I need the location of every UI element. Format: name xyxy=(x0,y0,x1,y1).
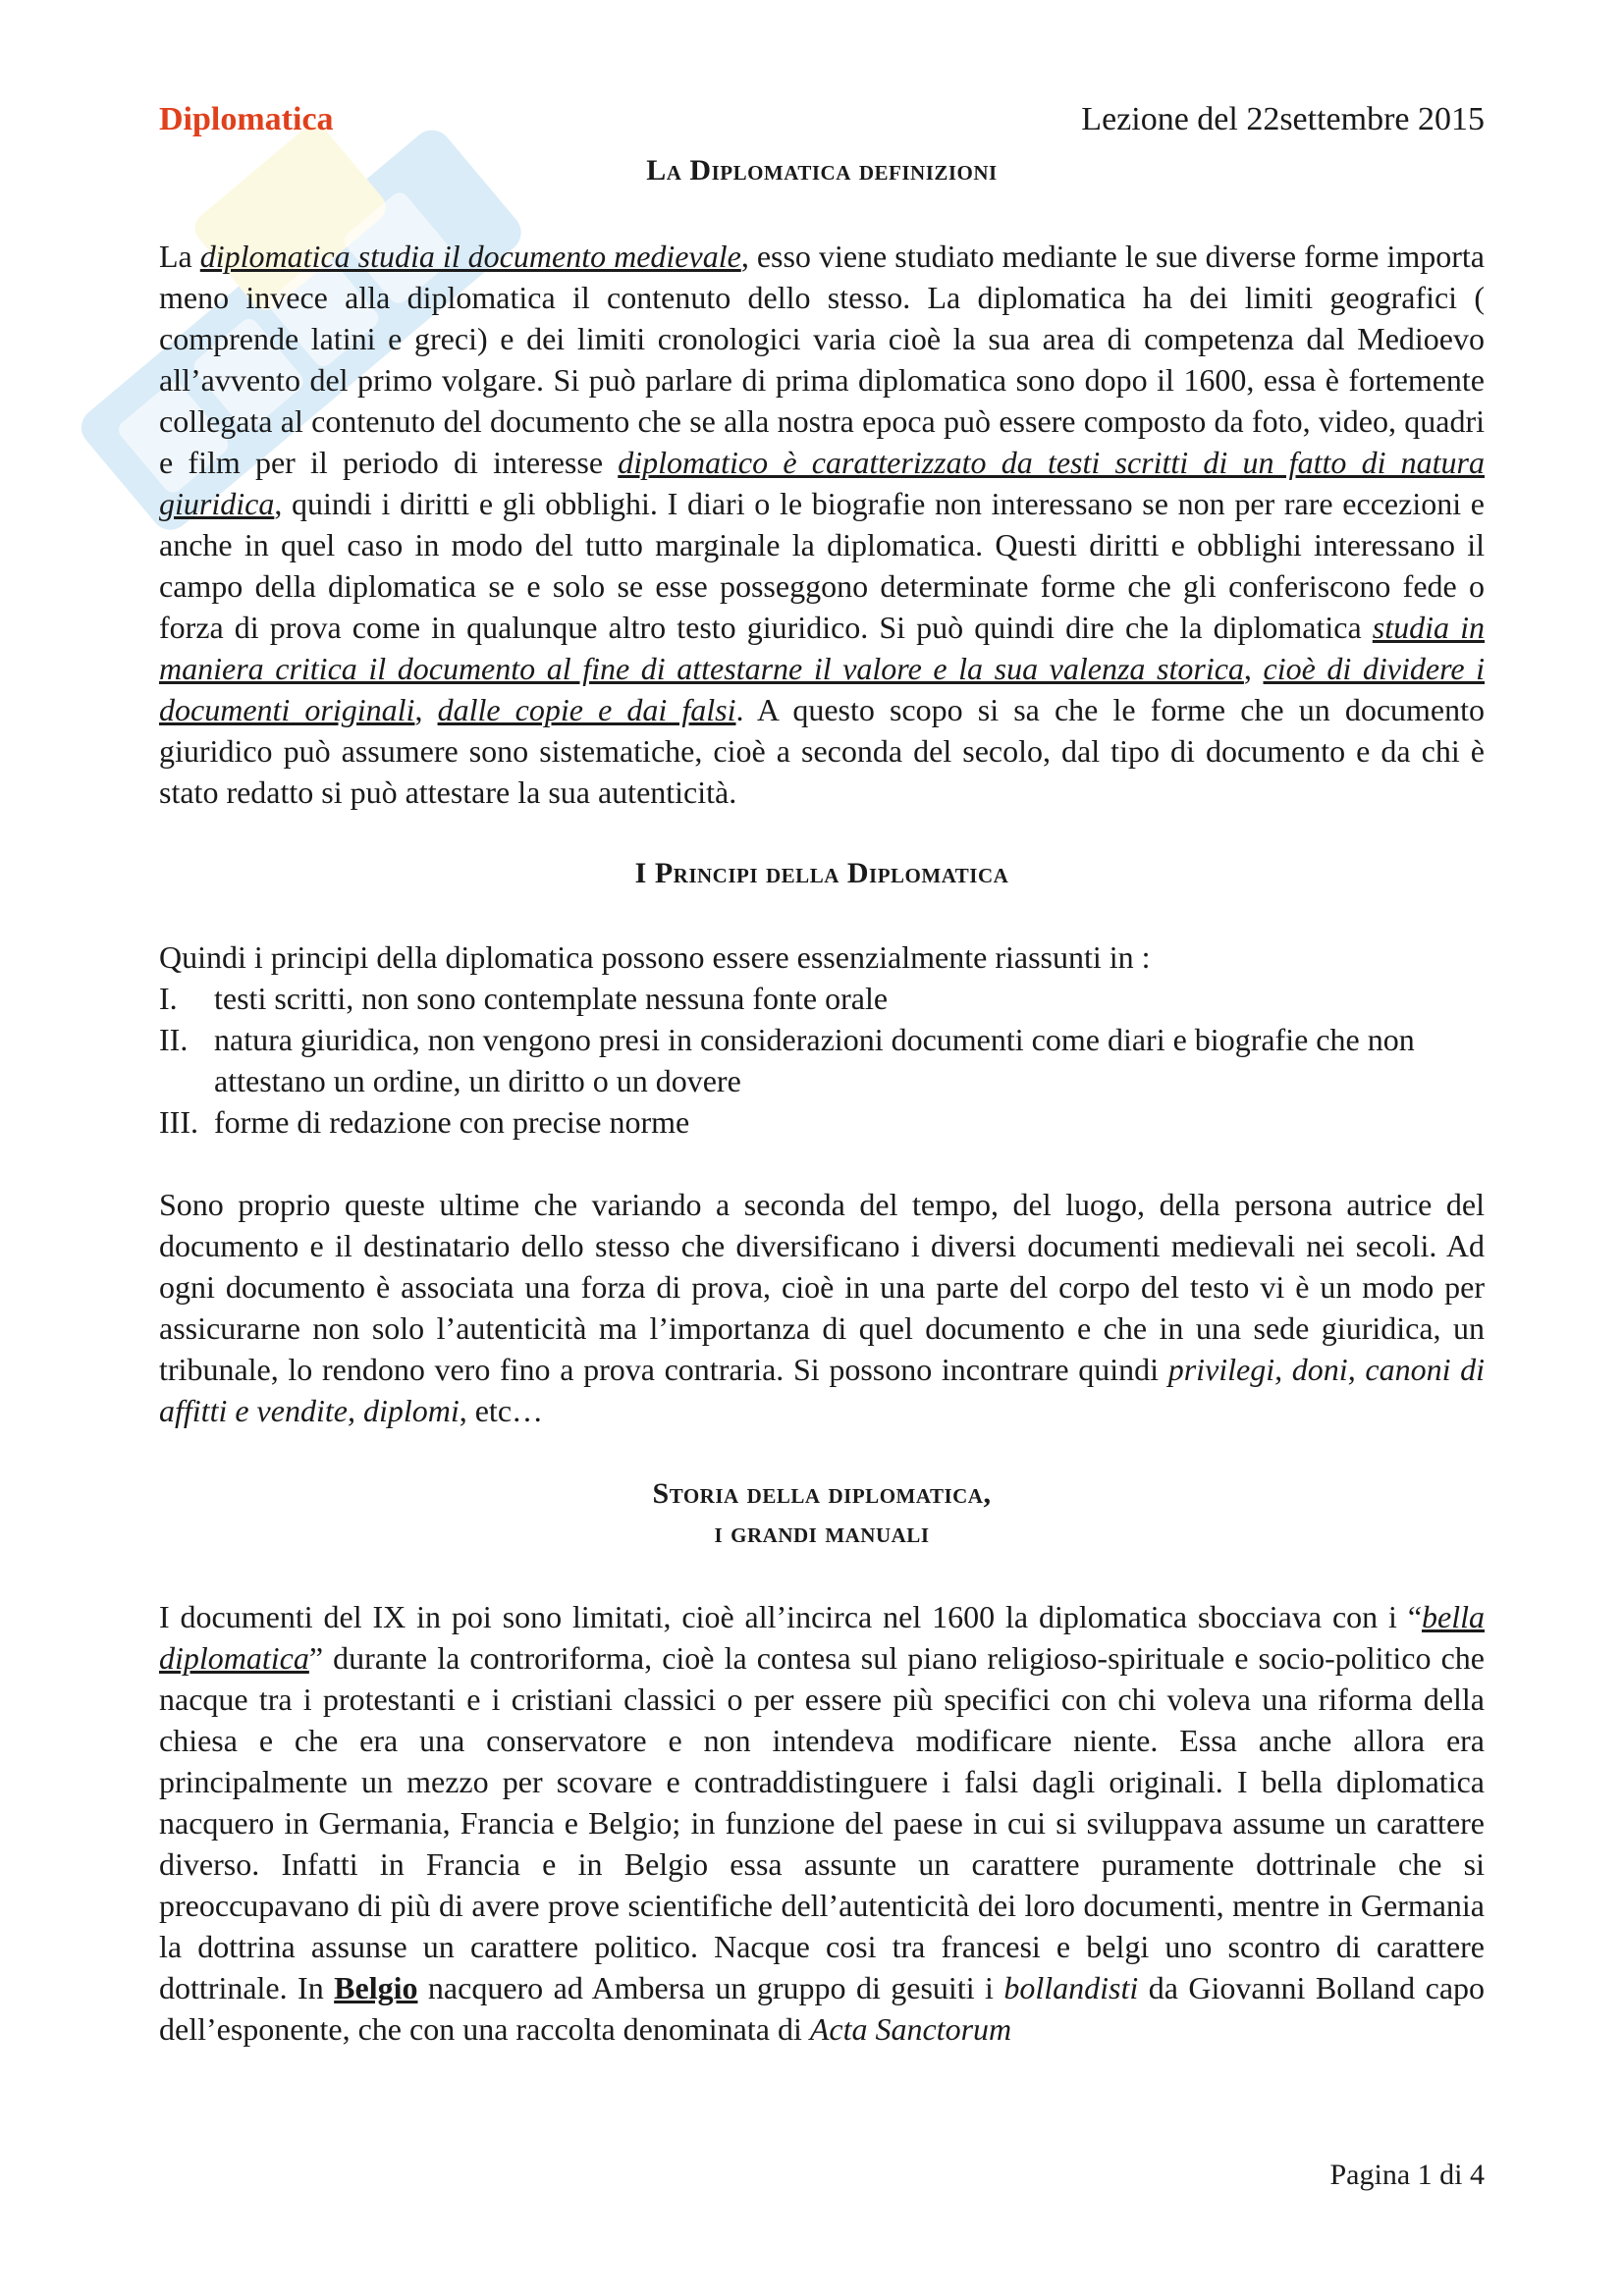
principi-intro: Quindi i principi della diplomatica possono essere essenzialmente riassunti in : xyxy=(159,939,1151,975)
emphasis-run: bella diplomatica xyxy=(159,1599,1485,1676)
emphasis-run: dalle copie e dai falsi xyxy=(437,692,736,727)
emphasis-run: diplomatica studia il documento medievale xyxy=(199,239,741,274)
list-item-number: III. xyxy=(159,1104,198,1140)
section-title-definizioni: La Diplomatica definizioni xyxy=(646,154,998,187)
list-item xyxy=(159,1019,1485,1101)
text-run: ” durante la controriforma, cioè la contesa sul piano religioso-spirituale e socio-politico che nacque tra i protestanti e i cristiani classici o per essere più specifici con chi voleva una riforma della chiesa e che era una conservatore e non intendeva modificare niente. Essa anche allora era principalmente un mezzo per scovare e contraddistinguere i falsi dagli originali. I bella diplomatica nacquero in Germania, Francia e Belgio; in funzione del paese in cui si sviluppava assume un carattere diverso. Infatti in Francia e in Belgio essa assunte un carattere puramente dottrinale che si preoccupavano di più di avere prove scientifiche dell’autenticità dei loro documenti, mentre in Germania la dottrina assunse un carattere politico. Nacque cosi tra francesi e belgi uno scontro di carattere dottrinale. In xyxy=(159,1640,1485,2005)
emphasis-run: Belgio xyxy=(334,1970,418,2005)
text-run: , xyxy=(1243,651,1264,686)
spacer xyxy=(159,1143,1485,1184)
header-subject: Diplomatica xyxy=(159,101,334,137)
emphasis-run: diplomatico è caratterizzato da testi scritti di un fatto di natura giuridica xyxy=(159,445,1486,521)
paragraph-definizioni xyxy=(159,236,1485,813)
list-item xyxy=(159,1101,1485,1143)
emphasis-run: cioè di dividere i documenti originali xyxy=(159,651,1486,727)
text-run: , etc… xyxy=(459,1393,544,1428)
list-item-text: testi scritti, non sono contemplate nessuna fonte orale xyxy=(214,981,889,1016)
emphasis-run: privilegi, doni, canoni di affitti e vendite, diplomi xyxy=(159,1352,1486,1428)
paragraph-storia xyxy=(159,1596,1485,2050)
text-run: La xyxy=(159,239,200,274)
section-title-line: Storia della diplomatica, xyxy=(652,1477,992,1510)
text-run: Sono proprio queste ultime che variando a seconda del tempo, del luogo, della persona autrice del documento e il destinatario dello stesso che diversificano i diversi documenti medievali nei secoli. Ad ogni documento è associata una forza di prova, cioè in una parte del corpo del testo vi è un modo per assicurarne non solo l’autenticità ma l’importanza di quel documento e che in una sede giuridica, un tribunale, lo rendono vero fino a prova contraria. Si possono incontrare quindi xyxy=(159,1187,1485,1387)
emphasis-run: studia in maniera critica il documento al fine di attestarne il valore e la sua valenza storica xyxy=(159,610,1486,686)
text-run: , xyxy=(414,692,438,727)
emphasis-run: bollandisti xyxy=(1003,1970,1139,2005)
header-lesson-date: Lezione del 22settembre 2015 xyxy=(1081,101,1485,137)
principi-list xyxy=(159,978,1485,1143)
page-number: Pagina 1 di 4 xyxy=(1329,2159,1485,2191)
list-item-number: II. xyxy=(159,1022,189,1057)
text-run: I documenti del IX in poi sono limitati, cioè all’incirca nel 1600 la diplomatica sbocciava con i “ xyxy=(159,1599,1423,1634)
document-page xyxy=(159,98,1485,2050)
section-title-line: i grandi manuali xyxy=(714,1517,930,1549)
page-header xyxy=(159,98,1485,141)
list-item-text: natura giuridica, non vengono presi in considerazioni documenti come diari e biografie che non attestano un ordine, un diritto o un dovere xyxy=(214,1022,1415,1098)
emphasis-run: Acta Sanctorum xyxy=(809,2011,1012,2047)
text-run: , esso viene studiato mediante le sue diverse forme importa meno invece alla diplomatica il contenuto dello stesso. La diplomatica ha dei limiti geografici ( comprende latini e greci) e dei limiti cronologici varia cioè la sua area di competenza dal Medioevo all’avvento del primo volgare. Si può parlare di prima diplomatica sono dopo il 1600, essa è fortemente collegata al contenuto del documento che se alla nostra epoca può essere composto da foto, video, quadri e film per il periodo di interesse xyxy=(159,239,1486,480)
list-item xyxy=(159,978,1485,1019)
text-run: , quindi i diritti e gli obblighi. I diari o le biografie non interessano se non per rare eccezioni e anche in quel caso in modo del tutto marginale la diplomatica. Questi diritti e obblighi interessano il campo della diplomatica se e solo se esse posseggono determinate forme che gli conferiscono fede o forza di prova come in qualunque altro testo giuridico. Si può quindi dire che la diplomatica xyxy=(159,486,1485,645)
text-run: . A questo scopo si sa che le forme che un documento giuridico può assumere sono sistematiche, cioè a seconda del secolo, dal tipo di documento e da chi è stato redatto si può attestare la sua autenticità. xyxy=(159,692,1486,810)
list-item-number: I. xyxy=(159,981,178,1016)
section-title-principi: I Principi della Diplomatica xyxy=(634,857,1009,889)
text-run: da Giovanni Bolland capo dell’esponente, che con una raccolta denominata di xyxy=(159,1970,1486,2047)
paragraph-principi xyxy=(159,1184,1485,1431)
text-run: nacquero ad Ambersa un gruppo di gesuiti i xyxy=(417,1970,1004,2005)
list-item-text: forme di redazione con precise norme xyxy=(214,1104,690,1140)
section-title-storia xyxy=(159,1474,1485,1553)
